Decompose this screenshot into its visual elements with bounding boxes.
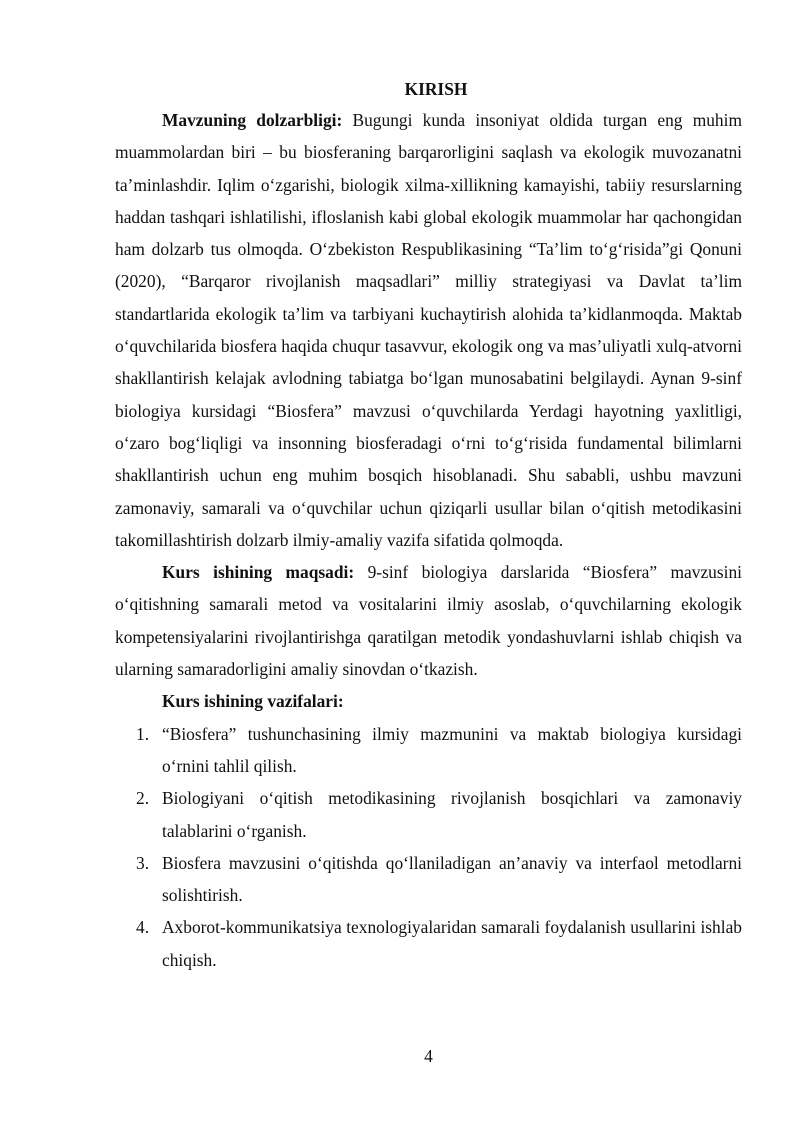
list-item-text: Axborot-kommunikatsiya texnologiyalaridan samarali foydalanish usullarini ishlab chiqish. [162,917,742,970]
goal-text: 9-sinf biologiya darslarida “Biosfera” mavzusini o‘qitishning samarali metod va vositalarini ilmiy asoslab, o‘quvchilarning ekologik kompetensiyalarini rivojlantirishga qaratilgan metodik yondashuvlarni ishlab chiqish va ularning samaradorligini amaliy sinovdan o‘tkazish. [115,562,742,680]
relevance-paragraph [115,104,742,556]
page-title: KIRISH [404,79,468,99]
relevance-lead: Mavzuning dolzarbligi: [162,110,343,130]
tasks-heading: Kurs ishining vazifalari: [162,691,344,712]
list-item [115,782,742,847]
list-item-number: 3. [136,852,150,873]
list-item-number: 4. [136,917,150,938]
relevance-text: Bugungi kunda insoniyat oldida turgan eng muhim muammolardan biri – bu biosferaning barqarorligini saqlash va ekologik muvozanatni ta’minlashdir. Iqlim o‘zgarishi, biologik xilma-xillikning kamayishi, tabiiy resurslarning haddan tashqari ishlatilishi, ifloslanish kabi global ekologik muammolar har qachongidan ham dolzarb tus olmoqda. O‘zbekiston Respublikasining “Ta’lim to‘g‘risida”gi Qonuni (2020), “Barqaror rivojlanish maqsadlari” milliy strategiyasi va Davlat ta’lim standartlarida ekologik ta’lim va tarbiyani kuchaytirish alohida ta’kidlanmoqda. Maktab o‘quvchilarida biosfera haqida chuqur tasavvur, ekologik ong va mas’uliyatli xulq-atvorni shakllantirish kelajak avlodning tabiatga bo‘lgan munosabatini belgilaydi. Aynan 9-sinf biologiya kursidagi “Biosfera” mavzusi o‘quvchilarda Yerdagi hayotning yaxlitligi, o‘zaro bog‘liqligi va insonning biosferadagi o‘rni to‘g‘risida fundamental bilimlarni shakllantirish uchun eng muhim bosqich hisoblanadi. Shu sababli, ushbu mavzuni zamonaviy, samarali va o‘quvchilar uchun qiziqarli usullar bilan o‘qitish metodikasini takomillashtirish dolzarb ilmiy-amaliy vazifa sifatida qolmoqda. [115,110,742,550]
goal-paragraph [115,556,742,685]
list-item [115,911,742,976]
list-item-number: 2. [136,788,150,809]
list-item [115,718,742,783]
list-item-text: “Biosfera” tushunchasining ilmiy mazmunini va maktab biologiya kursidagi o‘rnini tahlil qilish. [162,723,742,776]
tasks-list [115,718,742,976]
list-item-number: 1. [136,723,150,744]
list-item-text: Biosfera mavzusini o‘qitishda qo‘llaniladigan an’anaviy va interfaol metodlarni solishtirish. [162,852,742,906]
page-number: 4 [424,1046,433,1066]
list-item [115,847,742,912]
list-item-text: Biologiyani o‘qitish metodikasining rivojlanish bosqichlari va zamonaviy talablarini o‘rganish. [162,788,742,841]
goal-lead: Kurs ishining maqsadi: [162,562,355,583]
